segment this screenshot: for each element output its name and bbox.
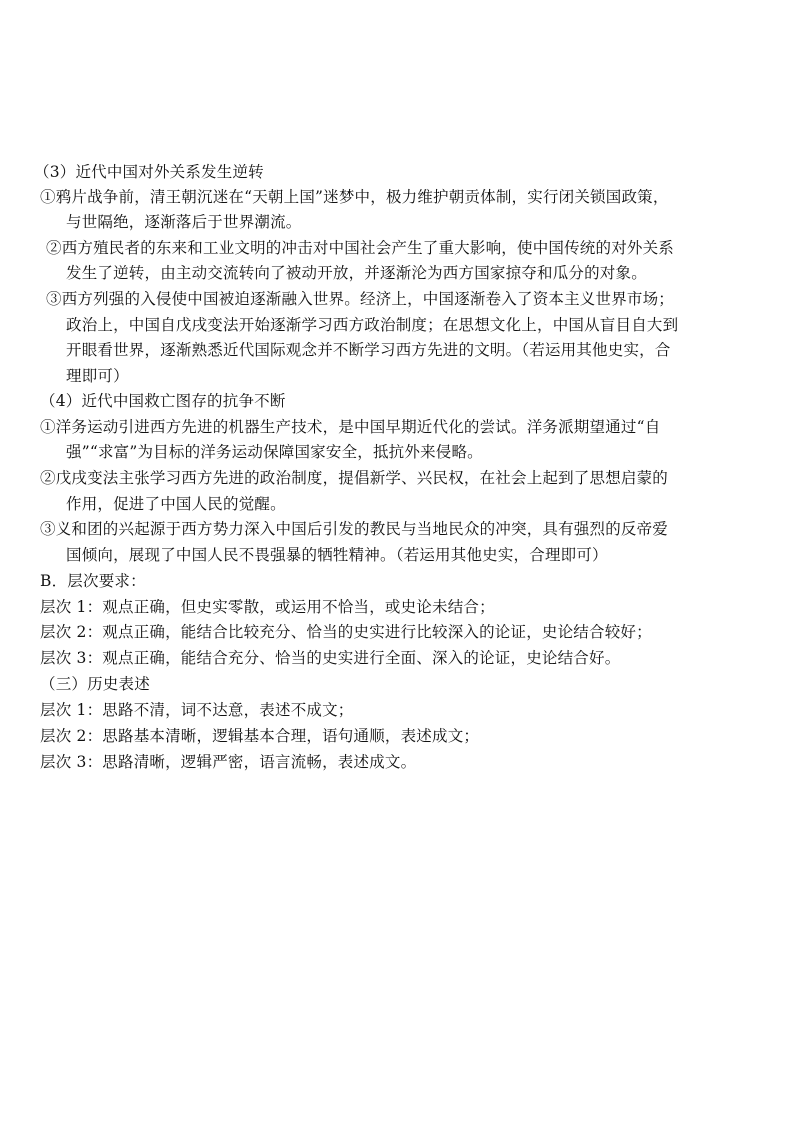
paragraph-line: 发生了逆转，由主动交流转向了被动开放，并逐渐沦为西方国家掠夺和瓜分的对象。 — [66, 264, 647, 282]
paragraph-line: ①洋务运动引进西方先进的机器生产技术，是中国早期近代化的尝试。洋务派期望通过“自 — [40, 418, 661, 436]
level-line: 层次 2：观点正确，能结合比较充分、恰当的史实进行比较深入的论证，史论结合较好； — [40, 623, 652, 641]
paragraph-line: ②西方殖民者的东来和工业文明的冲击对中国社会产生了重大影响，使中国传统的对外关系 — [46, 239, 675, 257]
paragraph-line: ③西方列强的入侵使中国被迫逐渐融入世界。经济上，中国逐渐卷入了资本主义世界市场； — [46, 290, 675, 308]
paragraph-line: 国倾向，展现了中国人民不畏强暴的牺牲精神。（若运用其他史实，合理即可） — [66, 546, 608, 564]
paragraph-line: 作用，促进了中国人民的觉醒。 — [66, 495, 286, 513]
paragraph-line: ①鸦片战争前，清王朝沉迷在“天朝上国”迷梦中，极力维护朝贡体制，实行闭关锁国政策， — [40, 188, 669, 206]
section-heading-3: （3）近代中国对外关系发生逆转 — [34, 163, 264, 181]
section-heading-three: （三）历史表述 — [40, 675, 150, 693]
paragraph-line: 政治上，中国自戊戌变法开始逐渐学习西方政治制度；在思想文化上，中国从盲目自大到 — [66, 316, 679, 334]
subsection-heading-b: B．层次要求： — [40, 572, 146, 590]
level-line: 层次 1：观点正确，但史实零散，或运用不恰当，或史论未结合； — [40, 598, 495, 616]
level-line: 层次 3：观点正确，能结合充分、恰当的史实进行全面、深入的论证，史论结合好。 — [40, 649, 621, 667]
level-line: 层次 2：思路基本清晰，逻辑基本合理，语句通顺，表述成文； — [40, 727, 480, 745]
paragraph-line: ②戊戌变法主张学习西方先进的政治制度，提倡新学、兴民权，在社会上起到了思想启蒙的 — [40, 469, 669, 487]
paragraph-line: 理即可） — [66, 367, 129, 385]
paragraph-line: ③义和团的兴起源于西方势力深入中国后引发的教民与当地民众的冲突，具有强烈的反帝爱 — [40, 520, 669, 538]
paragraph-line: 开眼看世界，逐渐熟悉近代国际观念并不断学习西方先进的文明。（若运用其他史实，合 — [66, 341, 671, 359]
level-line: 层次 1：思路不清，词不达意，表述不成文； — [40, 701, 354, 719]
paragraph-line: 强”“求富”为目标的洋务运动保障国家安全，抵抗外来侵略。 — [66, 443, 483, 461]
paragraph-line: 与世隔绝，逐渐落后于世界潮流。 — [66, 213, 302, 231]
level-line: 层次 3：思路清晰，逻辑严密，语言流畅，表述成文。 — [40, 753, 417, 771]
section-heading-4: （4）近代中国救亡图存的抗争不断 — [40, 392, 286, 410]
